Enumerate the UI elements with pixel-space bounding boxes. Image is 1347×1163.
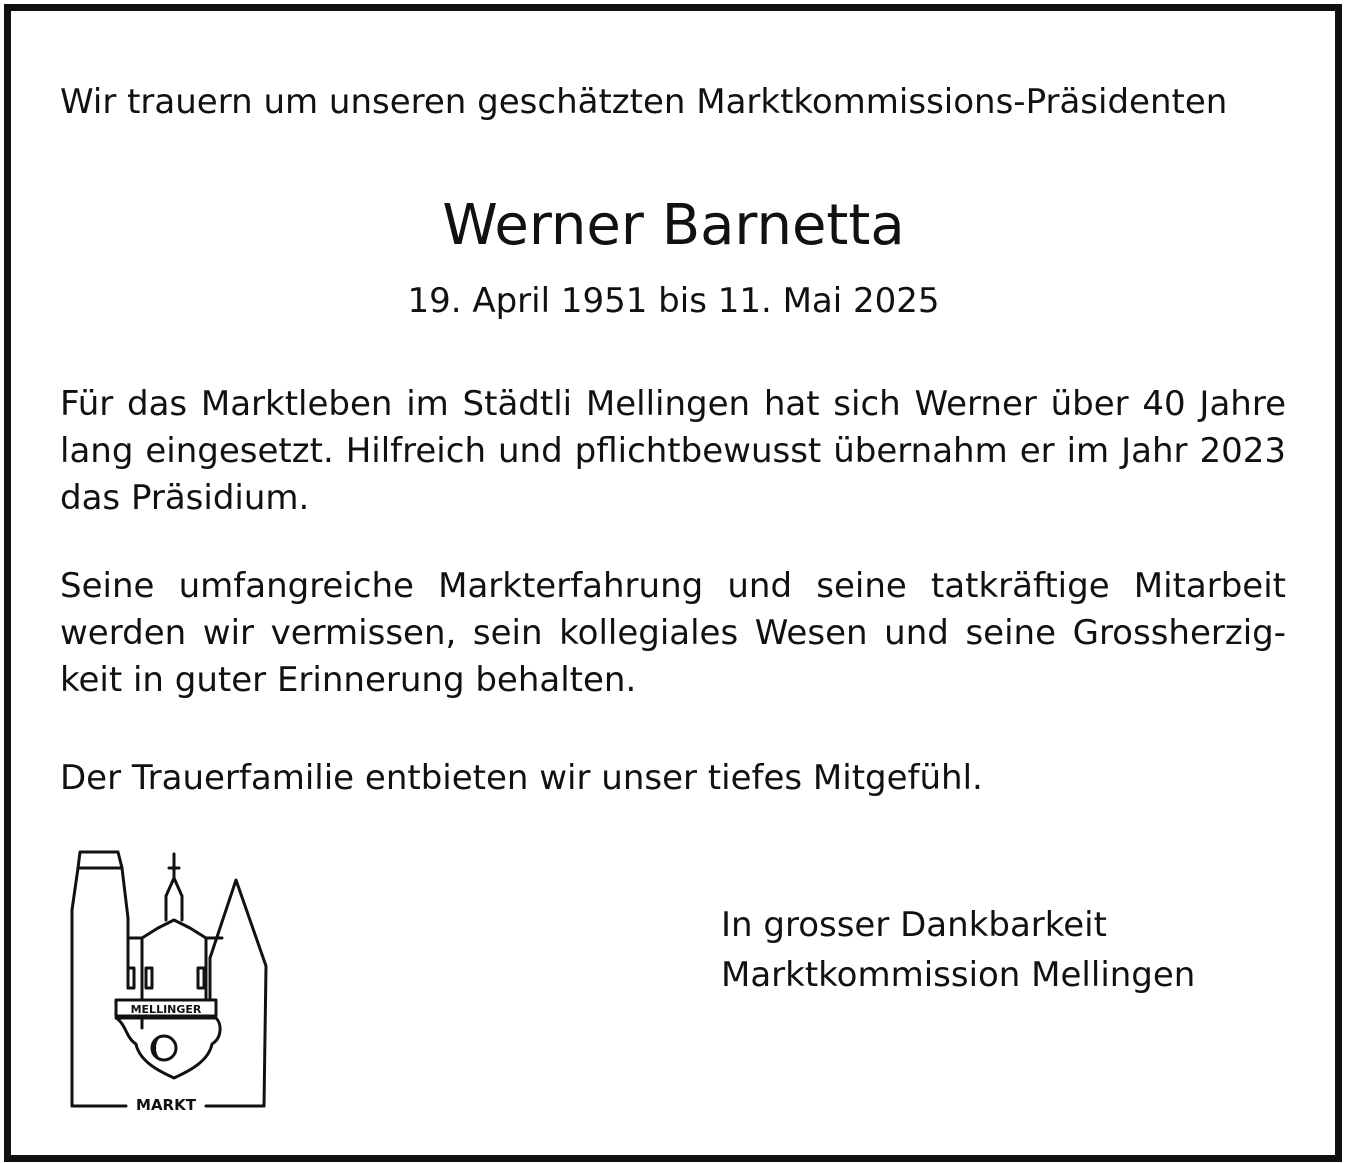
deceased-name: Werner Barnetta — [442, 193, 905, 258]
closing-signature — [721, 900, 1301, 1000]
paragraph-service: Für das Marktleben im Städtli Mellingen hat sich Werner über 40 Jahre lang eingesetzt. Hilfreich und pflichtbewusst übernahm er im Jahr 2023 das Präsidium. — [60, 384, 1286, 518]
mellingen-markt-logo-icon — [66, 848, 268, 1110]
closing-line-gratitude: In grosser Dankbarkeit — [721, 905, 1107, 945]
logo-bottom-text: MARKT — [136, 1096, 196, 1110]
logo-banner-text: MELLINGER — [130, 1003, 202, 1016]
closing-line-committee: Marktkommission Mellingen — [721, 955, 1196, 995]
paragraph-condolence: Der Trauerfamilie entbieten wir unser tiefes Mitgefühl. — [60, 758, 983, 798]
paragraph-tribute: Seine umfangreiche Markterfahrung und seine tatkräftige Mitarbeit werden wir vermissen, sein kollegiales Wesen und seine Grossherzig-keit in guter Erinnerung behalten. — [60, 566, 1286, 700]
life-dates: 19. April 1951 bis 11. Mai 2025 — [407, 281, 940, 321]
intro-line: Wir trauern um unseren geschätzten Marktkommissions-Präsidenten — [60, 82, 1228, 122]
